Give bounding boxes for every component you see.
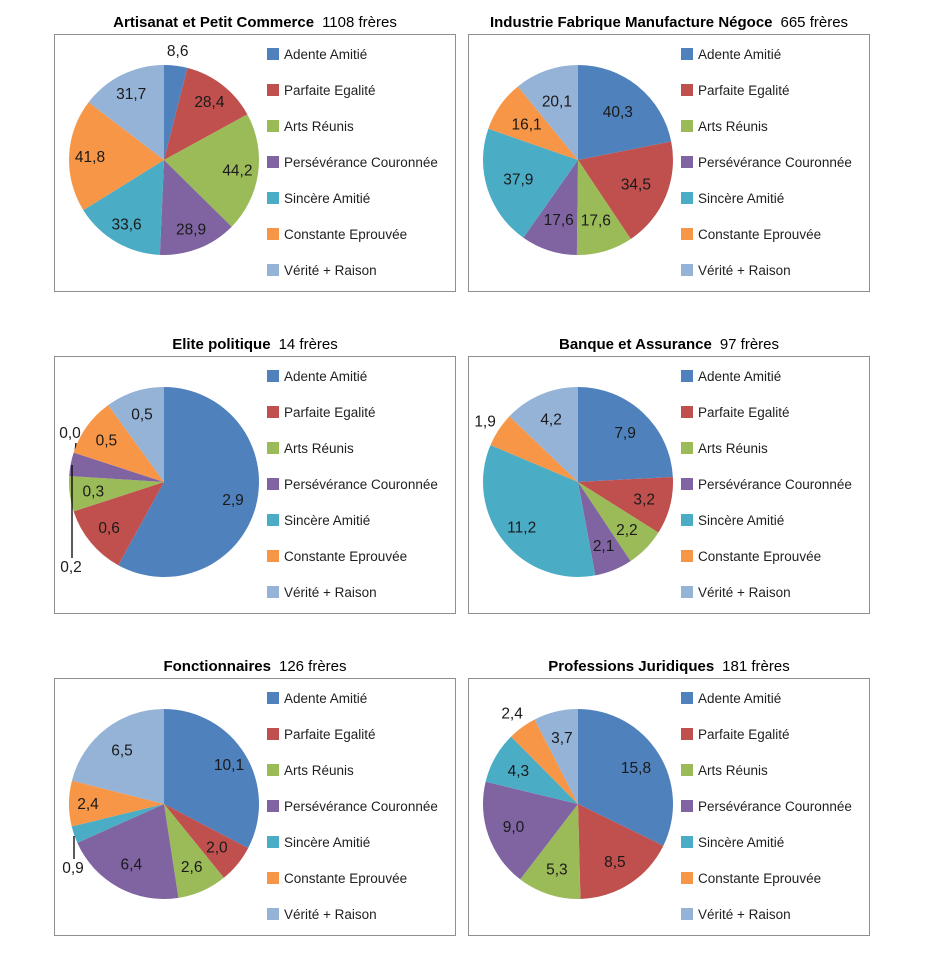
value-label: 20,1 — [541, 93, 572, 111]
chart-panel-banque-et-assurance — [468, 334, 870, 614]
legend-label: Persévérance Couronnée — [284, 476, 438, 492]
legend-item-2 — [681, 116, 852, 136]
legend-swatch-icon — [267, 908, 279, 920]
legend-item-3 — [681, 796, 852, 816]
legend-label: Arts Réunis — [698, 440, 768, 456]
value-label: 8,5 — [604, 854, 626, 872]
legend-item-1 — [267, 724, 438, 744]
chart-title — [468, 656, 870, 677]
legend-swatch-icon — [267, 800, 279, 812]
legend-item-6 — [267, 904, 438, 924]
legend-item-0 — [267, 688, 438, 708]
value-label: 0,5 — [95, 432, 118, 450]
legend-swatch-icon — [267, 478, 279, 490]
legend-item-1 — [267, 402, 438, 422]
legend-swatch-icon — [681, 764, 693, 776]
value-label: 11,2 — [507, 519, 537, 537]
legend-swatch-icon — [681, 800, 693, 812]
legend-label: Persévérance Couronnée — [698, 798, 852, 814]
value-label: 1,9 — [474, 413, 496, 431]
legend-swatch-icon — [681, 120, 693, 132]
legend-item-5 — [681, 224, 852, 244]
legend-label: Adente Amitié — [284, 46, 368, 62]
value-label: 3,2 — [633, 491, 655, 509]
legend-item-3 — [681, 474, 852, 494]
legend — [681, 688, 852, 936]
legend-item-0 — [681, 366, 852, 386]
legend — [267, 688, 438, 936]
legend-swatch-icon — [681, 586, 693, 598]
legend-label: Vérité + Raison — [698, 906, 791, 922]
legend-label: Arts Réunis — [284, 762, 354, 778]
legend-swatch-icon — [267, 228, 279, 240]
chart-title-text: Professions Juridiques — [548, 658, 715, 675]
legend-label: Adente Amitié — [284, 368, 368, 384]
legend-label: Parfaite Egalité — [284, 726, 376, 742]
value-label: 3,7 — [551, 729, 573, 747]
chart-plot-area — [54, 678, 456, 936]
legend-item-4 — [681, 510, 852, 530]
legend-label: Sincère Amitié — [284, 512, 371, 528]
chart-title-text: Elite politique — [172, 336, 271, 353]
value-label: 37,9 — [503, 171, 534, 189]
legend-swatch-icon — [681, 192, 693, 204]
legend-swatch-icon — [681, 478, 693, 490]
chart-subtitle-count: 97 frères — [719, 336, 780, 353]
chart-plot-area — [468, 356, 870, 614]
legend-swatch-icon — [681, 442, 693, 454]
chart-plot-area — [54, 34, 456, 292]
value-label: 16,1 — [511, 116, 542, 134]
legend-item-3 — [267, 796, 438, 816]
legend-label: Sincère Amitié — [698, 512, 785, 528]
chart-title — [54, 12, 456, 33]
value-label: 2,4 — [77, 796, 99, 814]
legend-swatch-icon — [681, 908, 693, 920]
value-label: 4,3 — [507, 762, 530, 780]
legend-label: Vérité + Raison — [698, 262, 791, 278]
legend-swatch-icon — [267, 836, 279, 848]
value-label: 6,4 — [120, 856, 143, 874]
legend-label: Persévérance Couronnée — [698, 476, 852, 492]
legend-item-2 — [267, 438, 438, 458]
chart-panel-professions-juridiques — [468, 656, 870, 936]
legend-swatch-icon — [267, 48, 279, 60]
value-label: 2,9 — [222, 492, 244, 510]
legend-item-3 — [681, 152, 852, 172]
legend-item-6 — [681, 260, 852, 280]
chart-title — [468, 12, 870, 33]
legend-label: Sincère Amitié — [284, 834, 371, 850]
legend-swatch-icon — [681, 264, 693, 276]
legend-item-1 — [681, 402, 852, 422]
value-label: 6,5 — [111, 742, 133, 760]
legend-label: Arts Réunis — [698, 118, 768, 134]
value-label: 31,7 — [116, 86, 147, 104]
legend-item-3 — [267, 152, 438, 172]
value-label: 0,6 — [98, 519, 120, 537]
legend-item-5 — [681, 546, 852, 566]
value-label: 28,4 — [194, 93, 225, 111]
legend-label: Arts Réunis — [698, 762, 768, 778]
legend-item-0 — [681, 44, 852, 64]
legend-item-5 — [267, 224, 438, 244]
legend-label: Constante Eprouvée — [698, 548, 822, 564]
legend-label: Vérité + Raison — [284, 262, 377, 278]
legend-label: Constante Eprouvée — [284, 226, 408, 242]
value-label: 28,9 — [176, 221, 207, 239]
legend — [267, 366, 438, 614]
chart-subtitle-count: 1108 frères — [322, 14, 397, 31]
legend-item-1 — [267, 80, 438, 100]
value-label: 17,6 — [543, 212, 574, 230]
legend-swatch-icon — [267, 442, 279, 454]
legend-swatch-icon — [267, 728, 279, 740]
value-label: 0,2 — [60, 559, 82, 576]
legend-swatch-icon — [267, 264, 279, 276]
legend-label: Vérité + Raison — [698, 584, 791, 600]
legend-item-6 — [681, 904, 852, 924]
chart-panel-elite-politique — [54, 334, 456, 614]
chart-panel-artisanat-et-petit-commerce — [54, 12, 456, 292]
legend-swatch-icon — [267, 120, 279, 132]
legend-item-5 — [681, 868, 852, 888]
legend-swatch-icon — [267, 764, 279, 776]
legend — [681, 44, 852, 292]
chart-subtitle-count: 181 frères — [722, 658, 790, 675]
legend-item-2 — [681, 438, 852, 458]
legend-label: Parfaite Egalité — [284, 82, 376, 98]
legend-swatch-icon — [681, 228, 693, 240]
legend-swatch-icon — [681, 550, 693, 562]
value-label: 9,0 — [502, 819, 525, 837]
legend-label: Parfaite Egalité — [698, 404, 790, 420]
legend-swatch-icon — [267, 192, 279, 204]
value-label: 33,6 — [111, 216, 142, 234]
legend-label: Persévérance Couronnée — [284, 154, 438, 170]
legend-item-1 — [681, 724, 852, 744]
legend-label: Sincère Amitié — [698, 834, 785, 850]
legend-swatch-icon — [267, 370, 279, 382]
legend-swatch-icon — [267, 872, 279, 884]
legend-label: Persévérance Couronnée — [698, 154, 852, 170]
legend-swatch-icon — [267, 156, 279, 168]
value-label: 0,9 — [62, 860, 84, 877]
value-label: 15,8 — [620, 760, 652, 778]
legend-item-5 — [267, 868, 438, 888]
chart-title-text: Banque et Assurance — [558, 336, 712, 353]
legend-item-4 — [681, 188, 852, 208]
legend-swatch-icon — [681, 872, 693, 884]
chart-title — [54, 334, 456, 355]
legend-item-1 — [681, 80, 852, 100]
legend-label: Arts Réunis — [284, 440, 354, 456]
value-label: 7,9 — [614, 424, 636, 442]
value-label: 44,2 — [222, 162, 253, 180]
legend-label: Parfaite Egalité — [284, 404, 376, 420]
legend-label: Constante Eprouvée — [698, 870, 822, 886]
legend-item-0 — [267, 44, 438, 64]
legend-label: Adente Amitié — [698, 368, 782, 384]
value-label: 2,4 — [501, 705, 523, 723]
value-label: 34,5 — [620, 176, 651, 194]
legend-item-6 — [681, 582, 852, 602]
chart-panel-fonctionnaires — [54, 656, 456, 936]
chart-panel-industrie-fabrique-manufacture-negoce — [468, 12, 870, 292]
legend-swatch-icon — [267, 550, 279, 562]
legend-swatch-icon — [681, 406, 693, 418]
legend-swatch-icon — [681, 84, 693, 96]
chart-title — [54, 656, 456, 677]
legend-item-0 — [267, 366, 438, 386]
legend-label: Parfaite Egalité — [698, 726, 790, 742]
legend-swatch-icon — [681, 370, 693, 382]
legend-label: Adente Amitié — [698, 46, 782, 62]
value-label: 40,3 — [602, 104, 633, 122]
legend-label: Vérité + Raison — [284, 906, 377, 922]
legend-swatch-icon — [267, 692, 279, 704]
legend-label: Constante Eprouvée — [284, 870, 408, 886]
legend-swatch-icon — [267, 84, 279, 96]
chart-title-text: Artisanat et Petit Commerce — [113, 14, 315, 31]
legend-item-2 — [267, 116, 438, 136]
legend-item-5 — [267, 546, 438, 566]
chart-plot-area — [54, 356, 456, 614]
legend-label: Sincère Amitié — [284, 190, 371, 206]
value-label: 8,6 — [166, 43, 189, 61]
value-label: 17,6 — [580, 212, 611, 230]
chart-title-text: Fonctionnaires — [163, 658, 271, 675]
chart-plot-area — [468, 34, 870, 292]
chart-title-text: Industrie Fabrique Manufacture Négoce — [489, 14, 773, 31]
value-label: 4,2 — [540, 411, 562, 429]
legend-swatch-icon — [681, 728, 693, 740]
value-label: 2,6 — [180, 858, 203, 876]
chart-title — [468, 334, 870, 355]
legend-label: Sincère Amitié — [698, 190, 785, 206]
value-label: 0,3 — [82, 483, 105, 501]
legend-swatch-icon — [681, 514, 693, 526]
legend-label: Vérité + Raison — [284, 584, 377, 600]
legend-label: Arts Réunis — [284, 118, 354, 134]
value-label: 2,2 — [616, 522, 638, 540]
value-label: 0,0 — [59, 425, 81, 442]
legend-label: Persévérance Couronnée — [284, 798, 438, 814]
value-label: 0,5 — [131, 406, 153, 424]
legend-label: Adente Amitié — [284, 690, 368, 706]
legend-label: Constante Eprouvée — [284, 548, 408, 564]
value-label: 2,1 — [592, 537, 615, 555]
legend-swatch-icon — [681, 836, 693, 848]
legend-swatch-icon — [267, 586, 279, 598]
legend-item-4 — [681, 832, 852, 852]
legend — [681, 366, 852, 614]
chart-plot-area — [468, 678, 870, 936]
legend-item-6 — [267, 582, 438, 602]
value-label: 2,0 — [206, 839, 228, 857]
chart-subtitle-count: 14 frères — [278, 336, 338, 353]
legend-label: Parfaite Egalité — [698, 82, 790, 98]
value-label: 5,3 — [546, 861, 568, 879]
value-label: 41,8 — [74, 148, 106, 166]
legend-item-3 — [267, 474, 438, 494]
legend-item-4 — [267, 188, 438, 208]
legend-label: Adente Amitié — [698, 690, 782, 706]
legend-swatch-icon — [681, 48, 693, 60]
legend-label: Constante Eprouvée — [698, 226, 822, 242]
legend-item-0 — [681, 688, 852, 708]
chart-subtitle-count: 126 frères — [278, 658, 347, 675]
legend-item-6 — [267, 260, 438, 280]
legend-item-4 — [267, 832, 438, 852]
legend-swatch-icon — [681, 156, 693, 168]
legend-item-2 — [267, 760, 438, 780]
legend — [267, 44, 438, 292]
legend-swatch-icon — [267, 514, 279, 526]
value-label: 10,1 — [213, 757, 245, 775]
legend-item-2 — [681, 760, 852, 780]
legend-swatch-icon — [681, 692, 693, 704]
legend-item-4 — [267, 510, 438, 530]
legend-swatch-icon — [267, 406, 279, 418]
chart-subtitle-count: 665 frères — [780, 14, 849, 31]
